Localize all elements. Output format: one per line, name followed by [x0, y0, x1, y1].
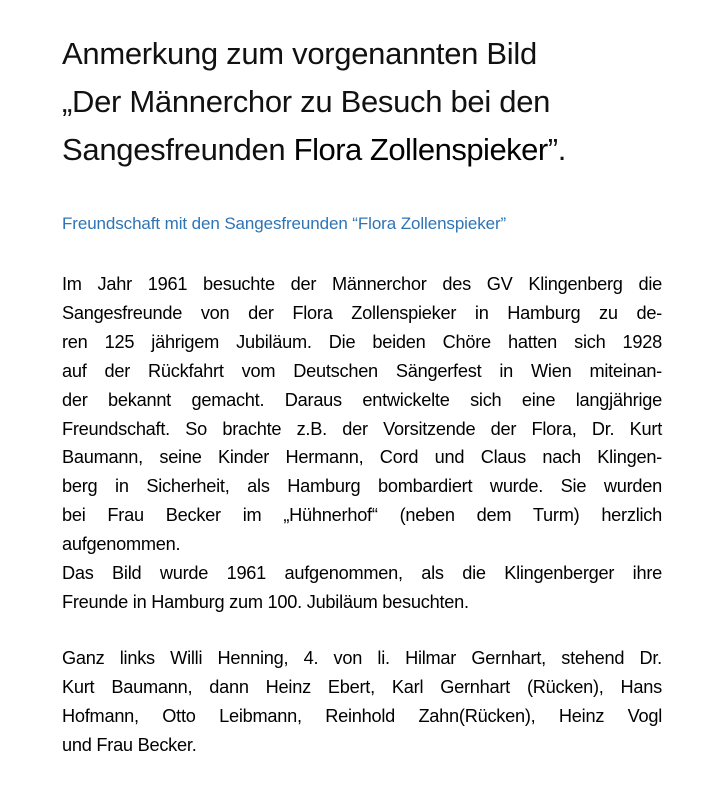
title-line-3-prefix: Sangesfreunden: [62, 132, 294, 167]
title-line-3-emphasis: Flora Zollenspieker: [293, 132, 548, 167]
document-page: [62, 30, 662, 755]
text-line: Ganz links Willi Henning, 4. von li. Hilmar Gernhart, stehend Dr.: [62, 648, 662, 668]
title-line-2: „Der Männerchor zu Besuch bei den: [62, 84, 551, 119]
text-line: Kurt Baumann, dann Heinz Ebert, Karl Gernhart (Rücken), Hans: [62, 676, 662, 697]
text-line: berg in Sicherheit, als Hamburg bombardiert wurde. Sie wurden: [62, 476, 662, 497]
text-line: und Frau Becker.: [62, 734, 197, 755]
text-line: Sangesfreunde von der Flora Zollenspieker in Hamburg zu de-: [62, 302, 662, 323]
title-line-1: Anmerkung zum vorgenannten Bild: [62, 36, 537, 71]
text-line: Das Bild wurde 1961 aufgenommen, als die Klingenberger ihre: [62, 563, 662, 584]
text-line: bei Frau Becker im „Hühnerhof“ (neben dem Turm) herzlich: [62, 505, 662, 526]
text-line: Im Jahr 1961 besuchte der Männerchor des GV Klingenberg die: [62, 274, 662, 294]
paragraph-history: [62, 270, 662, 617]
text-line: Hofmann, Otto Leibmann, Reinhold Zahn(Rücken), Heinz Vogl: [62, 705, 662, 726]
document-title: [62, 30, 662, 174]
title-line-3-suffix: ”.: [547, 132, 567, 167]
paragraph-people: [62, 644, 662, 760]
text-line: Baumann, seine Kinder Hermann, Cord und Claus nach Klingen-: [62, 447, 662, 468]
text-line: ren 125 jährigem Jubiläum. Die beiden Chöre hatten sich 1928: [62, 331, 662, 352]
text-line: Freundschaft. So brachte z.B. der Vorsitzende der Flora, Dr. Kurt: [62, 418, 662, 439]
subheading: Freundschaft mit den Sangesfreunden “Flora Zollenspieker”: [62, 214, 507, 233]
text-line: Freunde in Hamburg zum 100. Jubiläum besuchten.: [62, 591, 469, 612]
text-line: der bekannt gemacht. Daraus entwickelte sich eine langjährige: [62, 389, 662, 410]
text-line: auf der Rückfahrt vom Deutschen Sängerfest in Wien miteinan-: [62, 360, 662, 381]
text-line: aufgenommen.: [62, 534, 181, 555]
